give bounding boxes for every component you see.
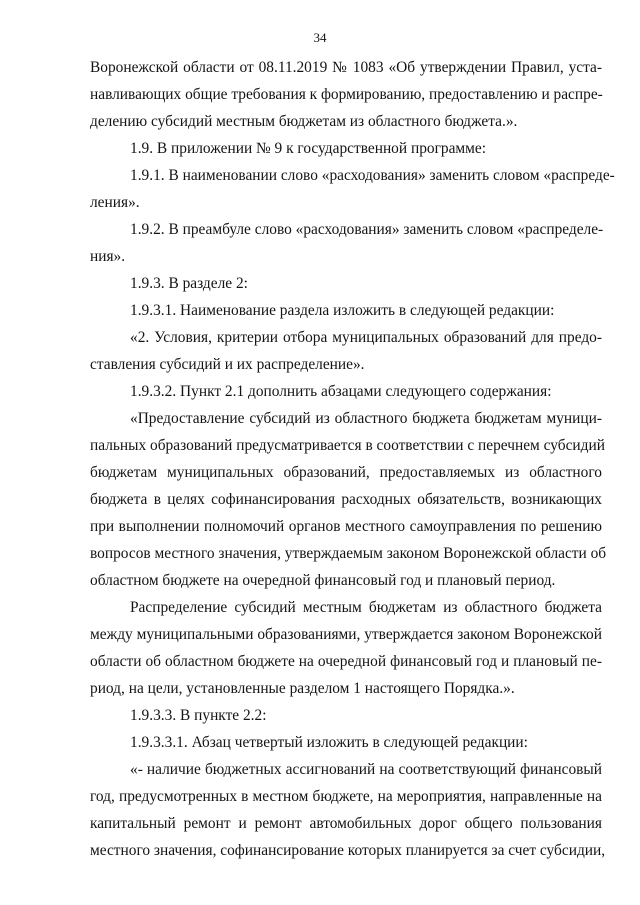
text-line: 1.9.1. В наименовании слово «расходования» заменить словом «распреде- [130,167,615,184]
text-line: при выполнении полномочий органов местного самоуправления по решению [90,518,602,535]
text-line: 1.9.3.3. В пункте 2.2: [130,707,267,724]
text-line: Воронежской области от 08.11.2019 № 1083 «Об утверждении Правил, уста- [90,59,602,76]
text-line: областном бюджете на очередной финансовый год и плановый период. [90,572,556,589]
text-line: 1.9.3.1. Наименование раздела изложить в следующей редакции: [130,302,555,319]
text-line: 1.9.3. В разделе 2: [130,275,248,292]
text-line: бюджета в целях софинансирования расходных обязательств, возникающих [90,491,602,508]
text-line: ления». [90,194,140,211]
text-line: «Предоставление субсидий из областного бюджета бюджетам муници- [130,410,602,427]
text-line: ния». [90,248,126,265]
text-line: год, предусмотренных в местном бюджете, на мероприятия, направленные на [90,788,602,805]
text-line: Распределение субсидий местным бюджетам из областного бюджета [130,599,602,616]
text-line: 1.9.3.2. Пункт 2.1 дополнить абзацами следующего содержания: [130,383,552,400]
text-line: вопросов местного значения, утверждаемым законом Воронежской области об [90,545,607,562]
text-line: бюджетам муниципальных образований, предоставляемых из областного [90,464,602,481]
text-line: риод, на цели, установленные разделом 1 настоящего Порядка.». [90,680,515,697]
text-line: 1.9.2. В преамбуле слово «расходования» заменить словом «распределе- [130,221,604,238]
text-line: местного значения, софинансирование которых планируется за счет субсидии, [90,842,606,859]
text-line: «- наличие бюджетных ассигнований на соответствующий финансовый [130,761,602,778]
text-line: ставления субсидий и их распределение». [90,356,365,373]
page-number: 34 [313,30,327,45]
text-line: навливающих общие требования к формированию, предоставлению и распре- [90,86,603,103]
text-line: пальных образований предусматривается в соответствии с перечнем субсидий [90,437,605,454]
text-line: делению субсидий местным бюджетам из областного бюджета.». [90,113,518,130]
text-line: 1.9. В приложении № 9 к государственной программе: [130,140,487,157]
text-line: капитальный ремонт и ремонт автомобильных дорог общего пользования [90,815,602,832]
text-line: области об областном бюджете на очередной финансовый год и плановый пе- [90,653,602,670]
text-line: между муниципальными образованиями, утверждается законом Воронежской [90,626,602,643]
text-line: «2. Условия, критерии отбора муниципальных образований для предо- [130,329,602,346]
text-line: 1.9.3.3.1. Абзац четвертый изложить в следующей редакции: [130,734,528,751]
